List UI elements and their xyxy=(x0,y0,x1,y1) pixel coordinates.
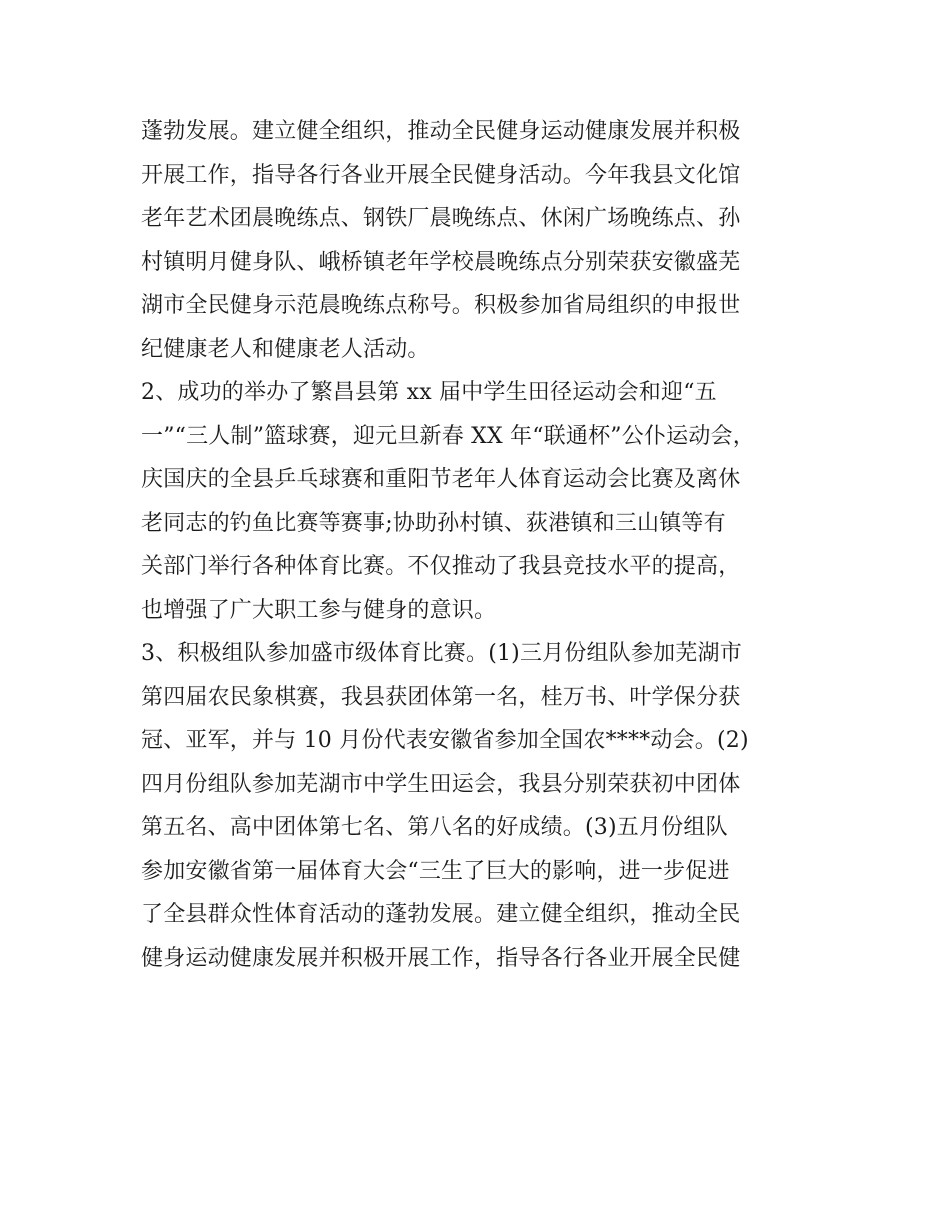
text-line: 村镇明月健身队、峨桥镇老年学校晨晚练点分别荣获安徽盛芜 xyxy=(141,249,741,275)
text-line: 一”“三人制”篮球赛，迎元旦新春 XX 年“联通杯”公仆运动会， xyxy=(141,423,755,449)
document-body xyxy=(141,110,813,980)
text-line: 第四届农民象棋赛，我县获团体第一名，桂万书、叶学保分获 xyxy=(141,684,741,710)
text-line: 也增强了广大职工参与健身的意识。 xyxy=(141,597,497,623)
text-line: 3、积极组队参加盛市级体育比赛。(1)三月份组队参加芜湖市 xyxy=(141,641,742,666)
text-line: 老同志的钓鱼比赛等赛事;协助孙村镇、荻港镇和三山镇等有 xyxy=(141,510,726,536)
text-line: 关部门举行各种体育比赛。不仅推动了我县竞技水平的提高， xyxy=(141,554,741,579)
text-line: 蓬勃发展。建立健全组织，推动全民健身运动健康发展并积极 xyxy=(141,119,741,144)
text-line: 第五名、高中团体第七名、第八名的好成绩。(3)五月份组队 xyxy=(141,815,728,840)
text-line: 庆国庆的全县乒乓球赛和重阳节老年人体育运动会比赛及离休 xyxy=(141,467,741,492)
text-line: 老年艺术团晨晚练点、钢铁厂晨晚练点、休闲广场晚练点、孙 xyxy=(141,206,741,231)
text-line: 四月份组队参加芜湖市中学生田运会，我县分别荣获初中团体 xyxy=(141,771,741,797)
text-line: 开展工作，指导各行各业开展全民健身活动。今年我县文化馆 xyxy=(141,162,741,188)
text-line: 2、成功的举办了繁昌县第 xx 届中学生田径运动会和迎“五 xyxy=(141,380,717,405)
text-line: 冠、亚军，并与 10 月份代表安徽省参加全国农****动会。(2) xyxy=(141,728,749,753)
text-line: 了全县群众性体育活动的蓬勃发展。建立健全组织，推动全民 xyxy=(141,902,741,927)
text-line: 纪健康老人和健康老人活动。 xyxy=(141,336,430,362)
text-line: 健身运动健康发展并积极开展工作，指导各行各业开展全民健 xyxy=(141,945,741,971)
text-line: 参加安徽省第一届体育大会“三生了巨大的影响，进一步促进 xyxy=(141,858,730,884)
text-line: 湖市全民健身示范晨晚练点称号。积极参加省局组织的申报世 xyxy=(141,293,741,318)
